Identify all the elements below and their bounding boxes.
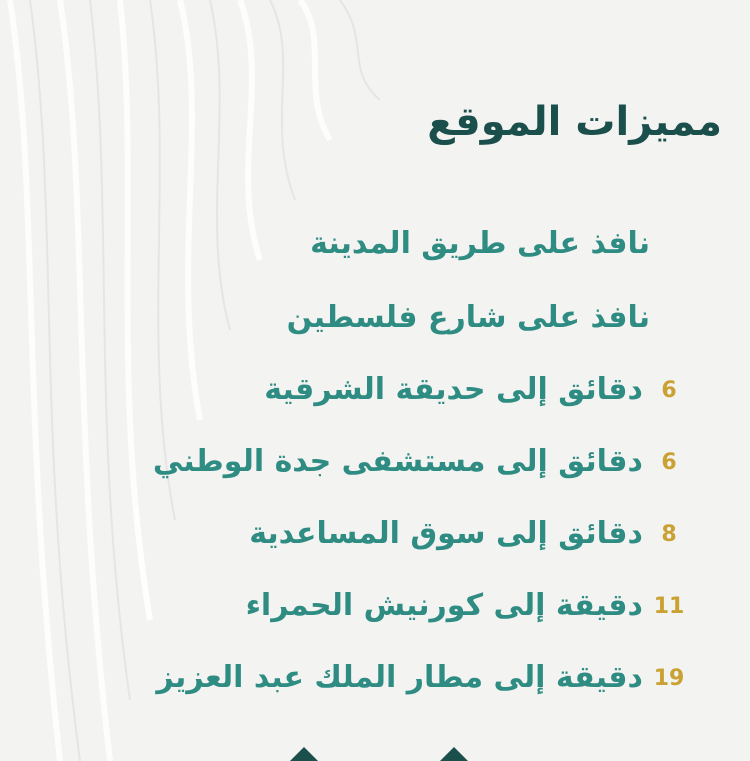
feature-item bbox=[50, 584, 690, 628]
feature-item bbox=[50, 440, 690, 484]
feature-number: 8 bbox=[661, 521, 677, 547]
feature-number: 6 bbox=[661, 377, 677, 403]
feature-item bbox=[50, 512, 690, 556]
feature-number: 11 bbox=[653, 593, 685, 619]
feature-text: نافذ على شارع فلسطين bbox=[286, 300, 650, 335]
feature-item bbox=[50, 368, 690, 412]
page-title: مميزات الموقع bbox=[427, 99, 722, 145]
feature-text: دقائق إلى حديقة الشرقية bbox=[264, 372, 643, 407]
feature-text: دقائق إلى مستشفى جدة الوطني bbox=[152, 444, 643, 479]
feature-text: دقائق إلى سوق المساعدية bbox=[249, 516, 643, 551]
feature-text: دقيقة إلى مطار الملك عبد العزيز bbox=[156, 660, 643, 695]
feature-item bbox=[10, 296, 650, 340]
feature-text: نافذ على طريق المدينة bbox=[310, 226, 650, 261]
feature-item bbox=[10, 222, 650, 266]
feature-number: 6 bbox=[661, 449, 677, 475]
feature-number: 19 bbox=[653, 665, 685, 691]
decorative-peaks bbox=[290, 745, 490, 761]
feature-item bbox=[50, 656, 690, 700]
feature-text: دقيقة إلى كورنيش الحمراء bbox=[245, 588, 643, 623]
